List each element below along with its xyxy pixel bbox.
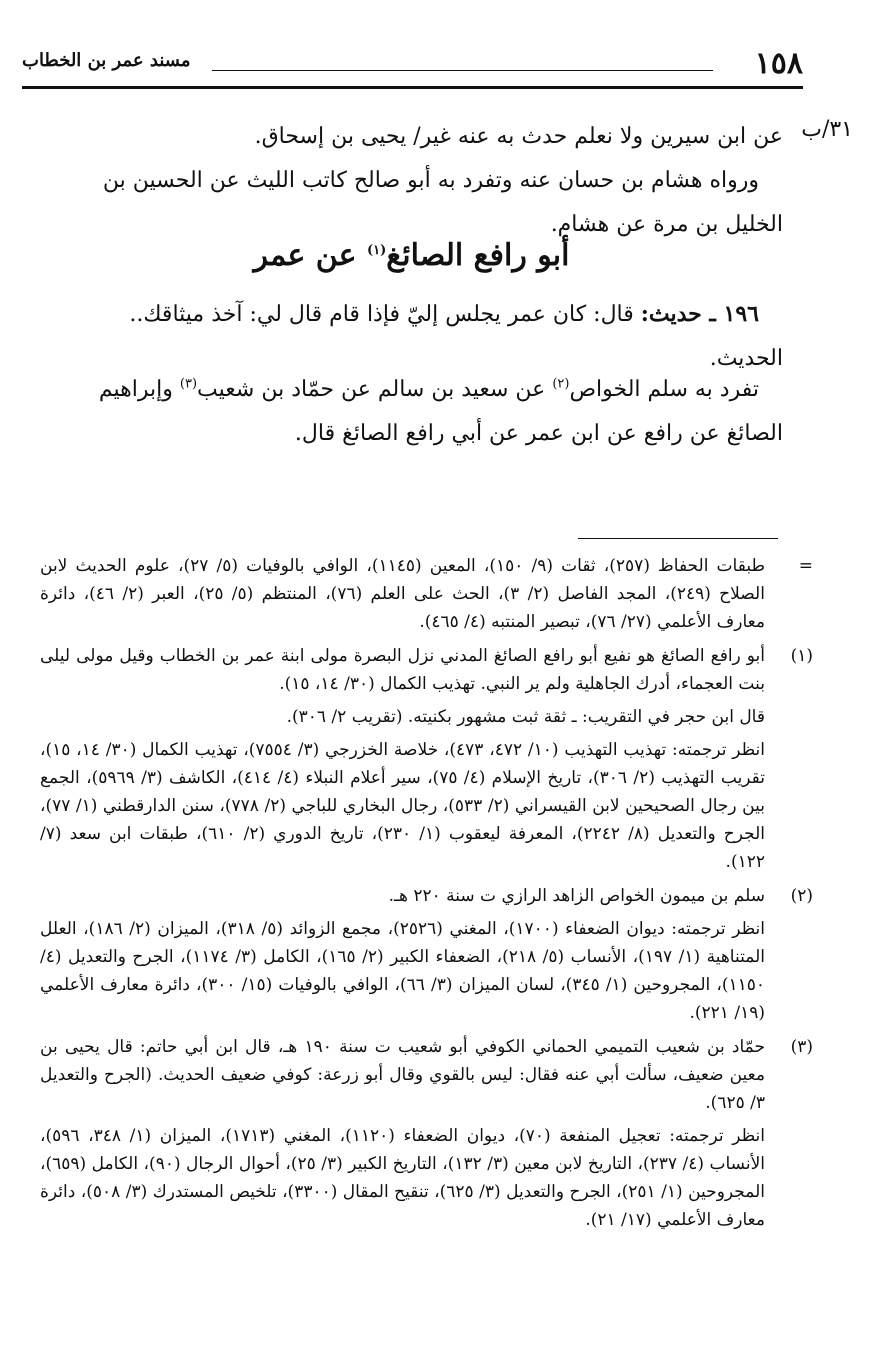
isnad-paragraph: [40, 368, 783, 456]
footnote-paragraph: حمّاد بن شعيب التميمي الحماني الكوفي أبو شعيب ت سنة ١٩٠ هـ، قال ابن أبي حاتم: قال يحيى بن معين ضعيف، سألت أبي عنه فقال: ليس بالقوي وقال أبو زرعة: كوفي ضعيف الحديث. (الجرح والتعديل ٣/ ٦٢٥).: [40, 1037, 765, 1113]
footnote-paragraph: انظر ترجمته: تعجيل المنفعة (٧٠)، ديوان الضعفاء (١١٢٠)، المغني (١٧١٣)، الميزان (١/ ٣٤٨، ٥٩٦)، الأنساب (٤/ ٢٣٧)، التاريخ لابن معين (٣/ ١٣٢)، التاريخ الكبير (٣/ ٢٥)، أحوال الرجال (٩٠)، الكامل (٦٥٩)، المجروحين (١/ ٢٥١)، الجرح والتعديل (٣/ ٦٢٥)، تنقيح المقال (٣٣٠٠)، تلخيص المستدرك (٣/ ٥٠٨)، دائرة معارف الأعلمي (١٧/ ٢١).: [40, 1126, 766, 1230]
footnote-marker: (٣): [790, 1037, 813, 1057]
footnote-marker: (١): [790, 646, 813, 666]
footnote-marker: (٢): [790, 886, 813, 906]
footnote-2: [40, 882, 813, 1027]
hadith-number: ١٩٦ ـ حديث:: [640, 301, 759, 327]
page-header: [22, 40, 803, 90]
main-line: ورواه هشام بن حسان عنه وتفرد به أبو صالح كاتب الليث عن الحسين بن: [102, 168, 759, 193]
header-rule: [22, 86, 803, 89]
isnad-text: تفرد به سلم الخواص: [569, 377, 759, 402]
isnad-text: وإبراهيم: [98, 377, 180, 402]
main-text: [40, 115, 783, 247]
footnote-paragraph: انظر ترجمته: ديوان الضعفاء (١٧٠٠)، المغني (٢٥٢٦)، مجمع الزوائد (٥/ ٣١٨)، الميزان (٢/ ١٨٦)، العلل المتناهية (١/ ١٩٧)، الأنساب (٥/ ٢١٨)، الضعفاء الكبير (٢/ ١٦٥)، الكامل (٣/ ١١٧٤)، الجرح والتعديل (٤/ ١١٥٠)، المجروحين (١/ ٣٤٥)، لسان الميزان (٣/ ٦٦)، الوافي بالوفيات (١٥/ ٣٠٠)، دائرة معارف الأعلمي (١٩/ ٢٢١).: [40, 919, 765, 1023]
footnote-paragraph: انظر ترجمته: تهذيب التهذيب (١٠/ ٤٧٢، ٤٧٣)، خلاصة الخزرجي (٣/ ٧٥٥٤)، تهذيب الكمال (٣٠/ ١٤، ١٥)، تقريب التهذيب (٢/ ٣٠٦)، تاريخ الإسلام (٤/ ٧٥)، سير أعلام النبلاء (٤/ ٤١٤)، الكاشف (٣/ ٥٩٦٩)، الجمع بين رجال الصحيحين لابن القيسراني (٢/ ٥٣٣)، رجال البخاري للباجي (٢/ ٧٧٨)، سنن الدارقطني (١/ ٧٧)، الجرح والتعديل (٨/ ٢٢٤٢)، المعرفة ليعقوب (١/ ٢٣٠)، تاريخ الدوري (٢/ ٦١٠)، طبقات ابن سعد (٧/ ١٢٢).: [40, 740, 766, 872]
section-heading-suffix: عن عمر: [253, 238, 367, 273]
page-number: ١٥٨: [754, 46, 803, 81]
section-heading-name: أبو رافع الصائغ: [386, 238, 570, 273]
footnote-marker: =: [798, 556, 813, 576]
footnote-paragraph: أبو رافع الصائغ هو نفيع أبو رافع الصائغ المدني نزل البصرة مولى ابنة عمر بن الخطاب وقيل مولى ليلى بنت العجماء، أدرك الجاهلية ولم ير النبي. تهذيب الكمال (٣٠/ ١٤، ١٥).: [40, 646, 765, 694]
running-title: مسند عمر بن الخطاب: [22, 50, 191, 71]
section-heading: [40, 238, 783, 273]
hadith-text-end: الحديث.: [709, 346, 783, 371]
hadith-text: قال: كان عمر يجلس إليّ فإذا قام قال لي: آخذ ميثاقك..: [129, 302, 641, 327]
footnote-paragraph: سلم بن ميمون الخواص الزاهد الرازي ت سنة ٢٢٠ هـ.: [388, 886, 765, 906]
footnote-separator: [578, 538, 778, 539]
footnote-continuation: [40, 552, 813, 636]
footnote-1: [40, 642, 813, 876]
footnote-paragraph: قال ابن حجر في التقريب: ـ ثقة ثبت مشهور بكنيته. (تقريب ٢/ ٣٠٦).: [286, 707, 765, 727]
footnote-3: [40, 1033, 813, 1234]
footnote-ref: (٢): [552, 376, 570, 392]
footnote-ref: (١): [366, 243, 387, 258]
footnote-paragraph: طبقات الحفاظ (٢٥٧)، ثقات (٩/ ١٥٠)، المعين (١١٤٥)، الوافي بالوفيات (٥/ ٢٧)، علوم الحديث لابن الصلاح (٢٤٩)، المجد الفاصل (٢/ ٣)، الحث على العلم (٧٦)، المنتظم (٥/ ٢٥)، العبر (٢/ ٤٦)، دائرة معارف الأعلمي (٢٧/ ٧٦)، تبصير المنتبه (٤/ ٤٦٥).: [40, 556, 765, 632]
main-line: الخليل بن مرة عن هشام.: [550, 212, 783, 237]
isnad-line: الصائغ عن رافع عن ابن عمر عن أبي رافع الصائغ قال.: [294, 421, 783, 446]
isnad-text: عن سعيد بن سالم عن حمّاد بن شعيب: [197, 377, 553, 402]
footnotes: [40, 552, 813, 1240]
header-line: [212, 70, 713, 71]
footnote-ref: (٣): [179, 376, 198, 392]
main-line: عن ابن سيرين ولا نعلم حدث به عنه غير/ يحيى بن إسحاق.: [254, 124, 783, 149]
manuscript-folio-note: ٣١/ب: [801, 117, 853, 142]
